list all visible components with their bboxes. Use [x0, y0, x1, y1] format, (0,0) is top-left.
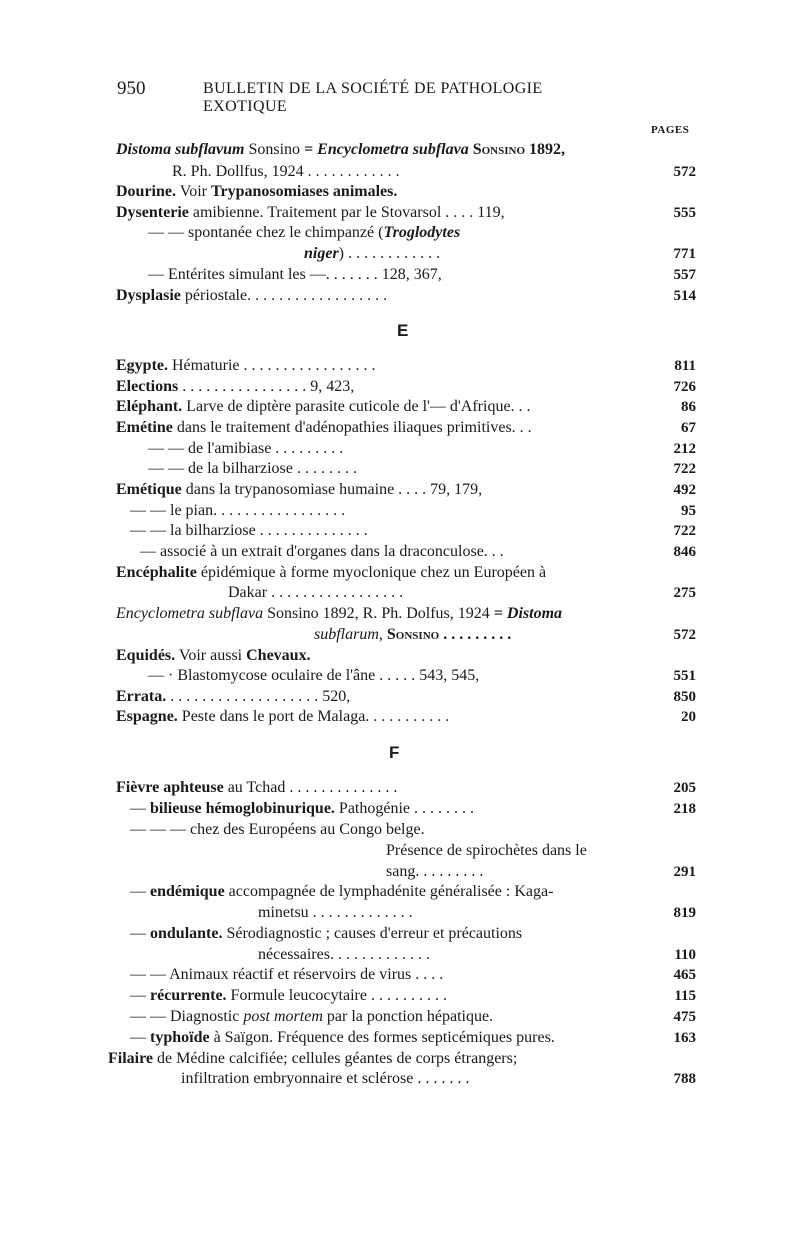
- index-entry: — — le pian. . . . . . . . . . . . . . . . . 95: [116, 500, 696, 522]
- index-entry: Fièvre aphteuse au Tchad . . . . . . . . . . . . . . 205: [116, 777, 696, 799]
- entry-page: 110: [674, 947, 696, 963]
- index-entry: Distoma subflavum Sonsino = Encyclometra subflava Sonsino 1892,: [116, 141, 565, 158]
- entry-page: 291: [673, 864, 696, 880]
- entry-page: 205: [673, 780, 696, 796]
- index-entry: Dakar . . . . . . . . . . . . . . . . . 275: [116, 582, 696, 604]
- entry-page: 212: [673, 441, 696, 457]
- index-entry: — récurrente. Formule leucocytaire . . . . . . . . . . 115: [116, 985, 696, 1007]
- entry-page: 846: [673, 544, 696, 560]
- index-entry: Egypte. Hématurie . . . . . . . . . . . . . . . . . 811: [116, 355, 696, 377]
- entry-page: 67: [681, 420, 696, 436]
- entry-page: 819: [673, 905, 696, 921]
- index-entry: — — Diagnostic post mortem par la ponction hépatique. 475: [116, 1006, 696, 1028]
- page-number: 950: [117, 78, 146, 99]
- entry-page: 115: [674, 988, 696, 1004]
- index-entry: Encyclometra subflava Sonsino 1892, R. Ph. Dolfus, 1924 = Distoma: [116, 605, 563, 622]
- index-entry: Espagne. Peste dans le port de Malaga. . . . . . . . . . . 20: [116, 706, 696, 728]
- index-entry: Equidés. Voir aussi Chevaux.: [116, 647, 311, 664]
- index-entry: — ondulante. Sérodiagnostic ; causes d'erreur et précautions: [130, 925, 523, 942]
- index-entry: — — de l'amibiase . . . . . . . . . 212: [116, 438, 696, 460]
- index-entry: minetsu . . . . . . . . . . . . . 819: [116, 902, 696, 924]
- index-entry: Dourine. Voir Trypanosomiases animales.: [116, 183, 398, 200]
- index-entry: — — Animaux réactif et réservoirs de virus . . . . 465: [116, 964, 696, 986]
- index-entry: Dysplasie périostale. . . . . . . . . . . . . . . . . . 514: [116, 285, 696, 307]
- entry-page: 551: [673, 668, 696, 684]
- index-entry: Filaire de Médine calcifiée; cellules géantes de corps étrangers;: [108, 1050, 518, 1067]
- entry-page: 275: [673, 585, 696, 601]
- entry-page: 722: [673, 461, 696, 477]
- entry-page: 850: [673, 689, 696, 705]
- running-title: BULLETIN DE LA SOCIÉTÉ DE PATHOLOGIE EXOTIQUE: [203, 80, 543, 115]
- index-entry: — endémique accompagnée de lymphadénite généralisée : Kaga-: [130, 883, 554, 900]
- entry-page: 475: [673, 1009, 696, 1025]
- index-entry: — — la bilharziose . . . . . . . . . . . . . . 722: [116, 520, 696, 542]
- index-entry: — bilieuse hémoglobinurique. Pathogénie . . . . . . . . 218: [116, 798, 696, 820]
- index-entry: Encéphalite épidémique à forme myoclonique chez un Européen à: [116, 564, 547, 581]
- entry-page: 20: [681, 709, 696, 725]
- index-entry: Errata. . . . . . . . . . . . . . . . . . . . 520, 850: [116, 686, 696, 708]
- index-entry: niger) . . . . . . . . . . . . 771: [116, 243, 696, 265]
- index-entry: — typhoïde à Saïgon. Fréquence des formes septicémiques pures. 163: [116, 1027, 696, 1049]
- entry-page: 811: [674, 358, 696, 374]
- index-entry: — — — chez des Européens au Congo belge.: [130, 821, 425, 838]
- index-entry: — · Blastomycose oculaire de l'âne . . . . . 543, 545, 551: [116, 665, 696, 687]
- index-entry: Emétine dans le traitement d'adénopathies iliaques primitives. . . 67: [116, 417, 696, 439]
- entry-page: 95: [681, 503, 696, 519]
- index-entry: — Entérites simulant les —. . . . . . . 128, 367, 557: [116, 264, 696, 286]
- index-entry: Présence de spirochètes dans le: [386, 842, 587, 859]
- index-entry: R. Ph. Dollfus, 1924 . . . . . . . . . . . . 572: [116, 161, 696, 183]
- entry-page: 218: [673, 801, 696, 817]
- pages-column-label: PAGES: [651, 124, 690, 136]
- entry-page: 514: [673, 288, 696, 304]
- entry-page: 771: [673, 246, 696, 262]
- index-entry: sang. . . . . . . . . 291: [116, 861, 696, 883]
- index-entry: — — spontanée chez le chimpanzé (Troglodytes: [148, 224, 461, 241]
- entry-page: 555: [673, 205, 696, 221]
- index-entry: Elections . . . . . . . . . . . . . . . . 9, 423, 726: [116, 376, 696, 398]
- index-entry: Eléphant. Larve de diptère parasite cuticole de l'— d'Afrique. . . 86: [116, 396, 696, 418]
- entry-page: 86: [681, 399, 696, 415]
- entry-page: 557: [673, 267, 696, 283]
- index-entry: subflarum, Sonsino . . . . . . . . . 572: [116, 624, 696, 646]
- index-entry: — associé à un extrait d'organes dans la draconculose. . . 846: [116, 541, 696, 563]
- entry-page: 722: [673, 523, 696, 539]
- entry-page: 572: [673, 164, 696, 180]
- section-letter-e: E: [397, 321, 409, 340]
- page-header: [117, 78, 617, 115]
- index-entry: infiltration embryonnaire et sclérose . . . . . . . 788: [116, 1068, 696, 1090]
- section-letter-f: F: [389, 743, 400, 762]
- index-entry: — — de la bilharziose . . . . . . . . 722: [116, 458, 696, 480]
- index-entry: nécessaires. . . . . . . . . . . . . 110: [116, 944, 696, 966]
- entry-page: 788: [673, 1071, 696, 1087]
- entry-page: 465: [673, 967, 696, 983]
- entry-page: 492: [673, 482, 696, 498]
- entry-page: 726: [673, 379, 696, 395]
- index-entry: Emétique dans la trypanosomiase humaine . . . . 79, 179, 492: [116, 479, 696, 501]
- index-entry: Dysenterie amibienne. Traitement par le Stovarsol . . . . 119, 555: [116, 202, 696, 224]
- entry-page: 163: [673, 1030, 696, 1046]
- entry-page: 572: [673, 627, 696, 643]
